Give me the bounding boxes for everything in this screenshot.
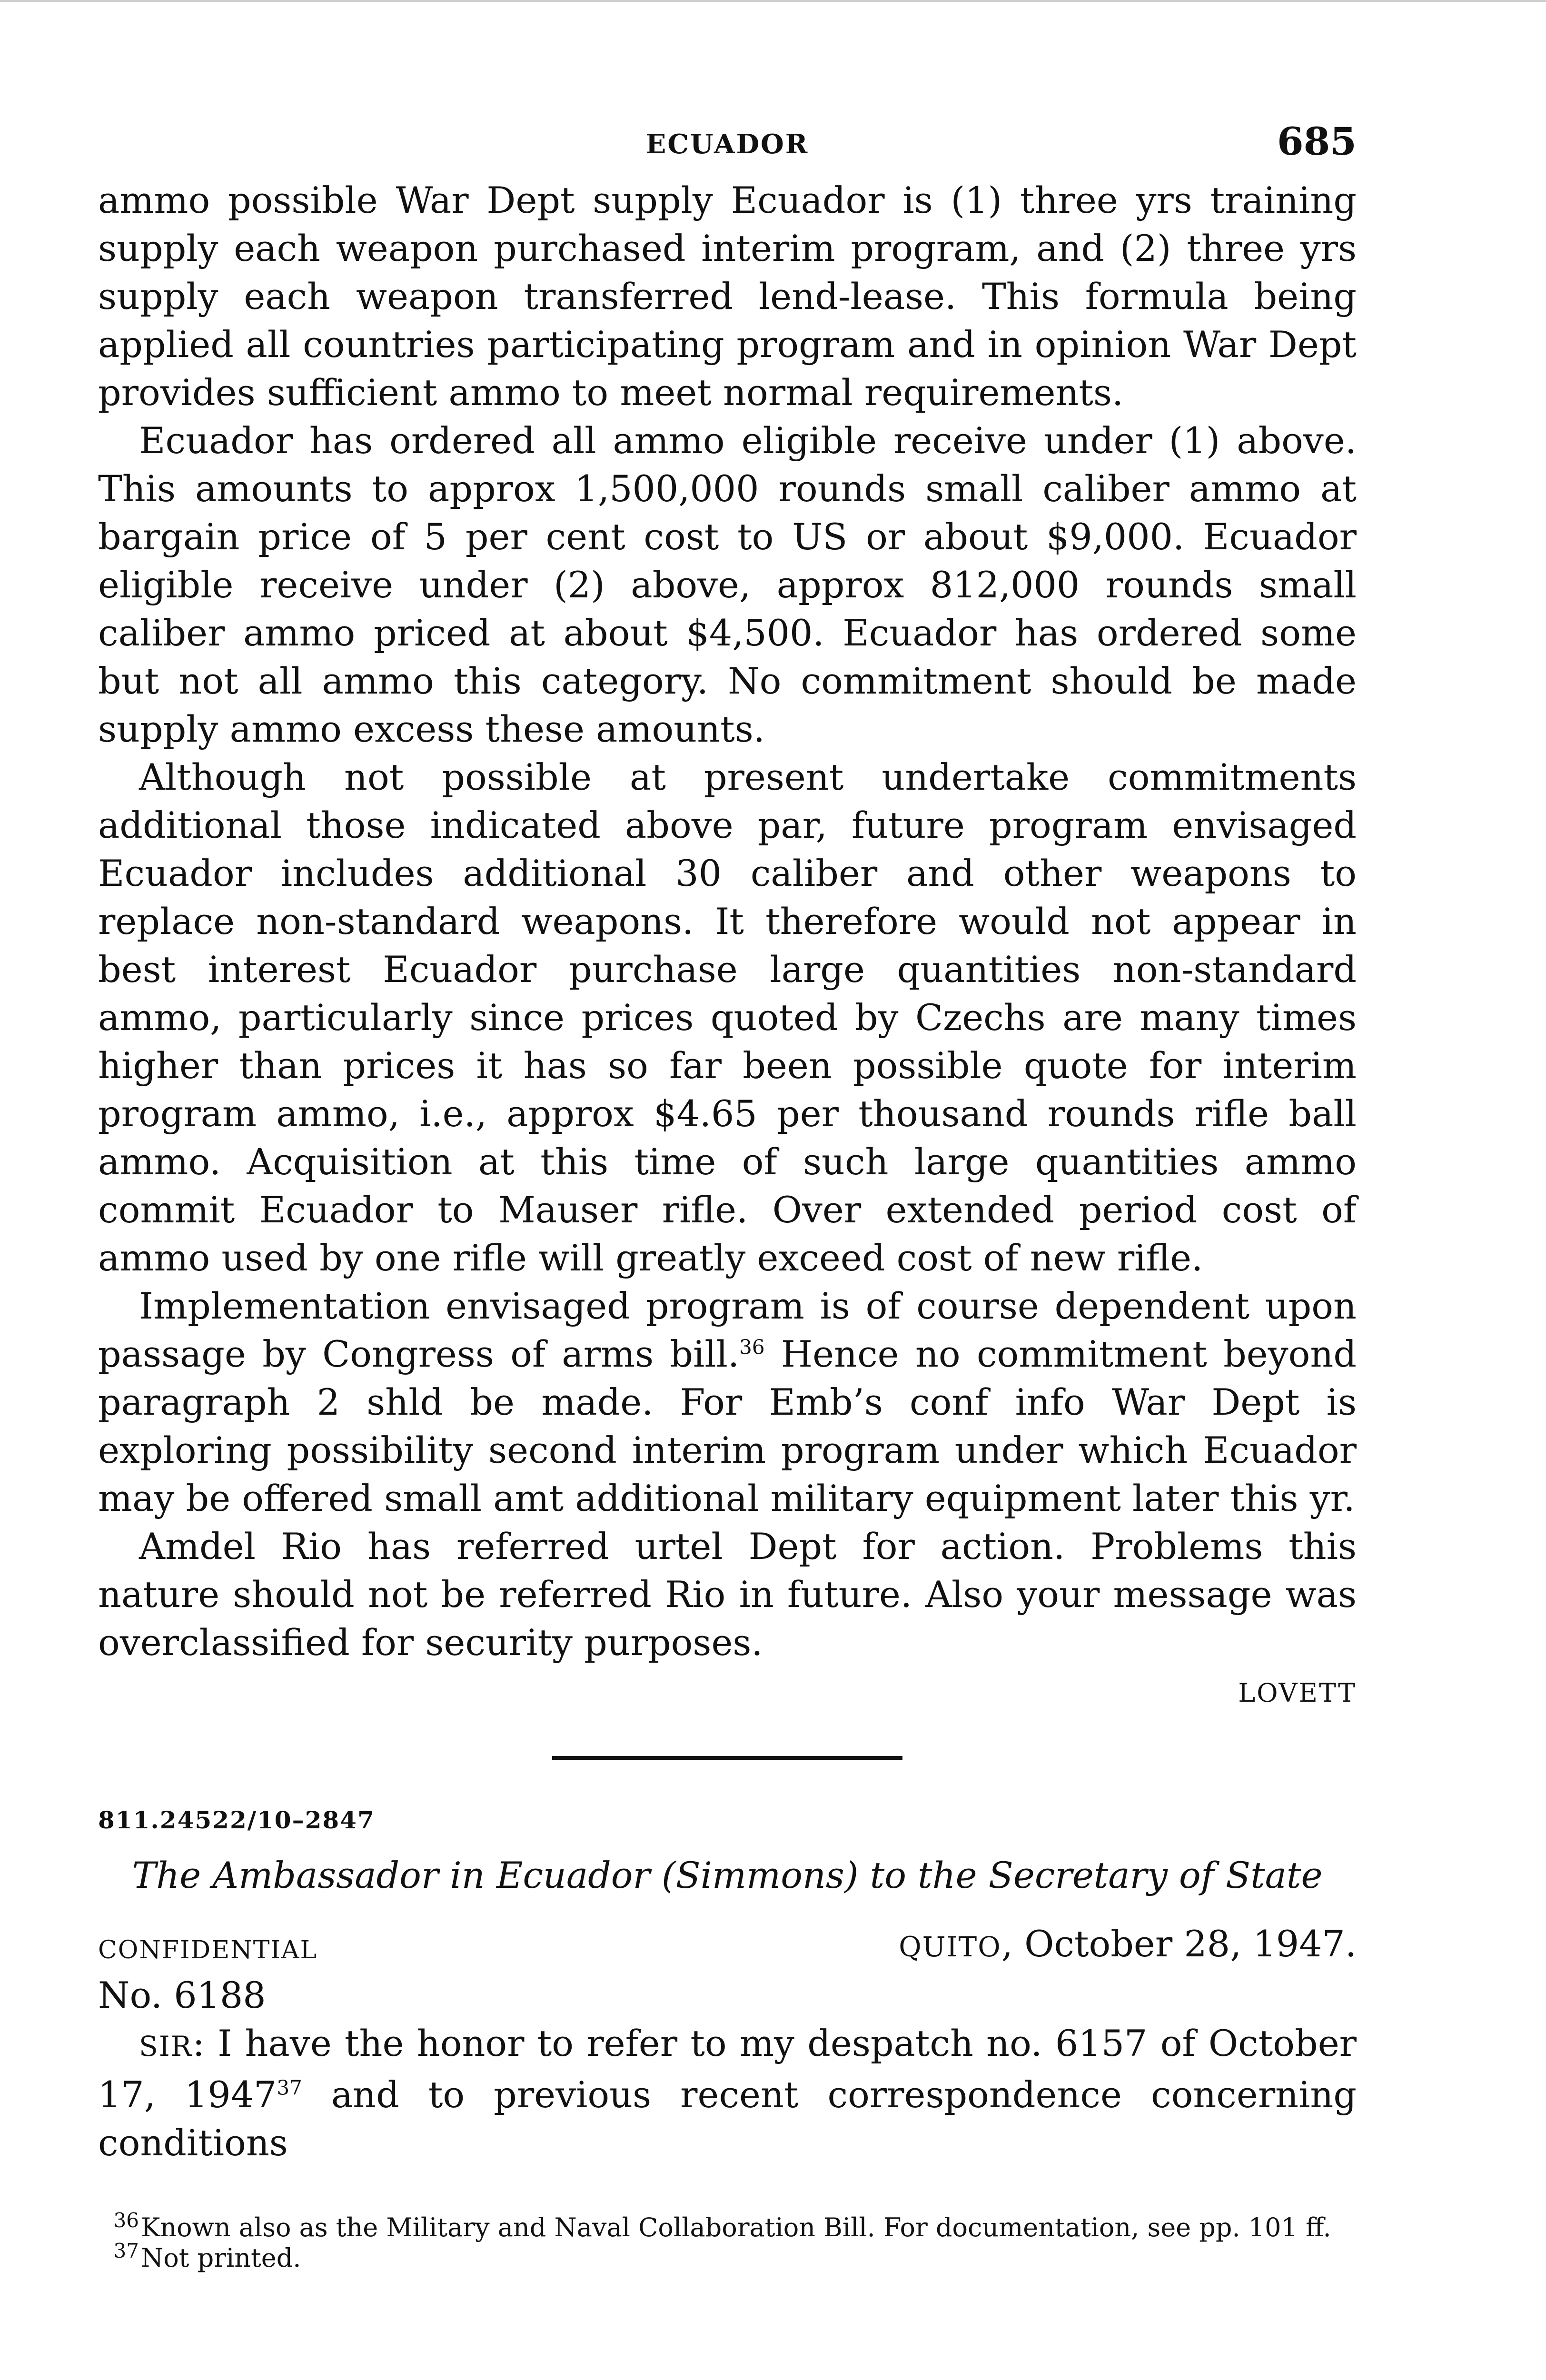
despatch-opening-paragraph [98,2019,1357,2167]
implementation-text-start: Implementation envisaged program is of course dependent upon passage by Congress of arms bill. [98,1285,1357,1375]
despatch-header [98,1923,1357,1971]
footnote-36-mark: 36 [113,2209,139,2232]
document-page [98,119,1357,2273]
opening-text-start: : I have the honor to refer to my despatch no. 6157 of October 17, 1947 [98,2022,1357,2116]
footnote-ref-37: 37 [277,2076,302,2100]
footnote-36-text: Known also as the Military and Naval Collaboration Bill. For documentation, see pp. 101 ff. [141,2212,1331,2242]
footnote-mark [98,2239,141,2273]
page-number: 685 [1277,119,1357,164]
despatch-date: , October 28, 1947. [1001,1923,1357,1965]
footnote-mark [98,2209,141,2243]
body-paragraph-implementation [98,1282,1357,1522]
place-name: QUITO [899,1931,1001,1963]
body-paragraph-ammo-orders: Ecuador has ordered all ammo eligible receive under (1) above. This amounts to approx 1,500,000 rounds small caliber ammo at bargain price of 5 per cent cost to US or about $9,000. Ecuador eligible receive under (2) above, approx 812,000 rounds small caliber ammo priced at about $4,500. Ecuador has ordered some but not all ammo this category. No commitment should be made supply ammo excess these amounts. [98,419,1357,750]
implementation-text-end: Hence no commitment beyond paragraph 2 shld be made. For Emb’s conf info War Dept is exploring possibility second interim program under which Ecuador may be offered small amt additional military equipment later this yr. [98,1333,1357,1519]
top-scan-edge [0,0,1546,2]
footnote-37-text: Not printed. [141,2243,301,2273]
footnote-ref-36: 36 [739,1335,765,1359]
footnote-36 [98,2209,1357,2243]
document-title: The Ambassador in Ecuador (Simmons) to the Secretary of State [132,1854,1323,1896]
footnote-37-mark: 37 [113,2239,139,2262]
file-number: 811.24522/10–2847 [98,1806,375,1834]
salutation: SIR [139,2030,193,2063]
body-paragraph-future-program: Although not possible at present undertake commitments additional those indicated above par, future program envisaged Ecuador includes additional 30 caliber and other weapons to replace non-standard weapons. It therefore would not appear in best interest Ecuador purchase large quantities non-standard ammo, particularly since prices quoted by Czechs are many times higher than prices it has so far been possible quote for interim program ammo, i.e., approx $4.65 per thousand rounds rifle ball ammo. Acquisition at this time of such large quantities ammo commit Ecuador to Mauser rifle. Over extended period cost of ammo used by one rifle will greatly exceed cost of new rifle. [98,756,1357,1279]
body-paragraph-amdel-rio: Amdel Rio has referred urtel Dept for action. Problems this nature should not be referred Rio in future. Also your message was overclassified for security purposes. [98,1525,1357,1664]
running-head-title: ECUADOR [645,129,809,160]
signature-lovett: LOVETT [1238,1678,1357,1708]
despatch-number: No. 6188 [98,1974,266,2016]
running-head [98,119,1357,176]
place-date [899,1920,1357,1971]
opening-text-end: and to previous recent correspondence concerning conditions [98,2073,1357,2164]
section-separator [552,1756,902,1760]
footnotes [98,2209,1357,2273]
body-paragraph-continued: ammo possible War Dept supply Ecuador is (1) three yrs training supply each weapon purchased interim program, and (2) three yrs supply each weapon transferred lend-lease. This formula being applied all countries participating program and in opinion War Dept provides sufficient ammo to meet normal requirements. [98,179,1357,414]
footnote-37 [98,2239,1357,2273]
classification-label: CONFIDENTIAL [98,1936,317,1964]
